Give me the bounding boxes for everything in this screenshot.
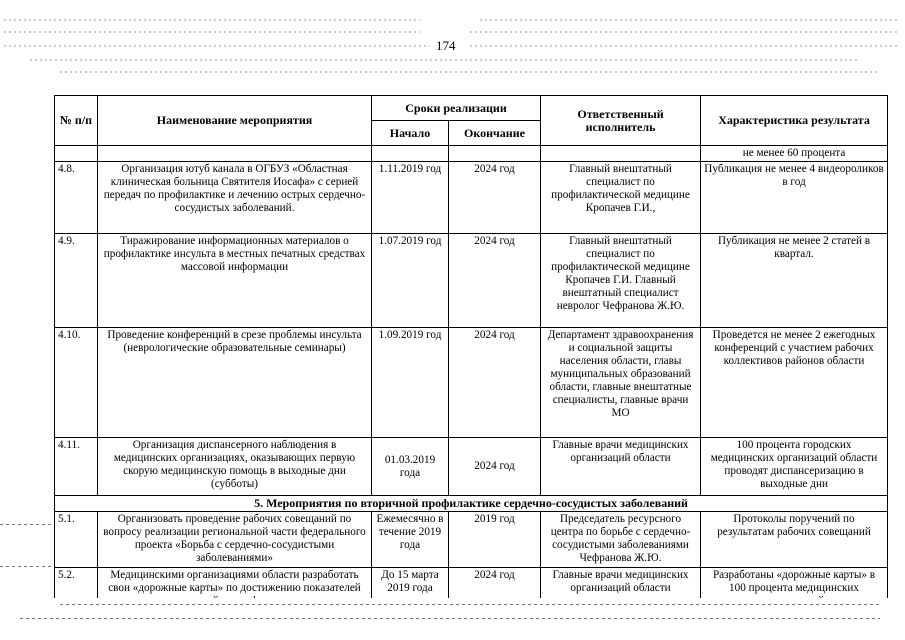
row-responsible: Департамент здравоохранения и социальной защиты населения области, главы муниципальных образований области, главные внештатные специалисты, главные врачи МО <box>541 328 701 438</box>
row-start: 1.11.2019 год <box>372 162 449 234</box>
row-name: Тиражирование информационных материалов о профилактике инсульта в местных печатных средствах массовой информации <box>98 234 372 328</box>
row-end: 2024 год <box>449 162 541 234</box>
row-responsible: Главные врачи медицинских организаций области <box>541 438 701 496</box>
row-start: 1.07.2019 год <box>372 234 449 328</box>
row-end: 2024 год <box>449 328 541 438</box>
col-header-result: Характеристика результата <box>701 96 888 146</box>
row-end: 2024 год <box>449 234 541 328</box>
row-number: 4.11. <box>55 438 98 496</box>
row-result: Публикация не менее 2 статей в квартал. <box>701 234 888 328</box>
row-result: Проведется не менее 2 ежегодных конференций с участием рабочих коллективов районов области <box>701 328 888 438</box>
row-responsible: Главные врачи медицинских организаций области <box>541 568 701 612</box>
row-name: Организация ютуб канала в ОГБУЗ «Областная клиническая больница Святителя Иосафа» с серией передач по профилактике и лечению острых сердечно-сосудистых заболеваний. <box>98 162 372 234</box>
row-number: 5.2. <box>55 568 98 612</box>
carry-over-result: не менее 60 процента <box>701 146 888 162</box>
row-responsible: Председатель ресурсного центра по борьбе с сердечно-сосудистыми заболеваниями Чефранова Ж.Ю. <box>541 512 701 568</box>
row-name: Медицинскими организациями области разработать свои «дорожные карты» по достижению показателей <box>98 568 372 612</box>
row-number: 4.8. <box>55 162 98 234</box>
row-number: 4.9. <box>55 234 98 328</box>
row-result: 100 процента городских медицинских организаций области проводят диспансеризацию в выходные дни <box>701 438 888 496</box>
row-result: Разработаны «дорожные карты» в 100 процента медицинских <box>701 568 888 612</box>
row-name: Организация диспансерного наблюдения в медицинских организациях, оказывающих первую скорую медицинскую помощь в выходные дни (субботы) <box>98 438 372 496</box>
section-heading <box>55 496 888 512</box>
table-row <box>55 234 888 328</box>
row-name: Организовать проведение рабочих совещаний по вопросу реализации региональной части федерального проекта «Борьба с сердечно-сосудистыми заболеваниями» <box>98 512 372 568</box>
table-row <box>55 162 888 234</box>
row-name: Проведение конференций в срезе проблемы инсульта (неврологические образовательные семинары) <box>98 328 372 438</box>
row-number: 5.1. <box>55 512 98 568</box>
row-result: Протоколы поручений по результатам рабочих совещаний <box>701 512 888 568</box>
table-row <box>55 438 888 496</box>
scan-artifact-line <box>0 524 54 525</box>
row-end: 2019 год <box>449 512 541 568</box>
page-number: 174 <box>436 38 456 53</box>
row-number: 4.10. <box>55 328 98 438</box>
table-row <box>55 328 888 438</box>
row-start: Ежемесячно в течение 2019 года <box>372 512 449 568</box>
col-header-number: № п/п <box>55 96 98 146</box>
col-header-responsible: Ответственный исполнитель <box>541 96 701 146</box>
row-start: 1.09.2019 год <box>372 328 449 438</box>
section-title: Мероприятия по вторичной профилактике сердечно-сосудистых заболеваний <box>266 496 688 510</box>
section-row <box>55 496 888 512</box>
col-header-end: Окончание <box>449 121 541 146</box>
row-start: 01.03.2019 года <box>372 438 449 496</box>
col-header-terms: Сроки реализации <box>372 96 541 121</box>
col-header-name: Наименование мероприятия <box>98 96 372 146</box>
row-responsible: Главный внештатный специалист по профилактической медицине Кропачев Г.И., <box>541 162 701 234</box>
row-end: 2024 год <box>449 568 541 612</box>
section-number: 5. <box>254 496 264 510</box>
scan-artifact-line <box>0 566 54 567</box>
events-table <box>54 95 888 612</box>
row-start: До 15 марта 2019 года <box>372 568 449 612</box>
table-header-row <box>55 96 888 121</box>
table-row <box>55 512 888 568</box>
row-responsible: Главный внештатный специалист по профилактической медицине Кропачев Г.И. Главный внештатный специалист невролог Чефранова Ж.Ю. <box>541 234 701 328</box>
row-end: 2024 год <box>449 438 541 496</box>
scan-artifact-line <box>60 604 880 605</box>
scan-artifact-line <box>20 618 880 619</box>
row-result: Публикация не менее 4 видеороликов в год <box>701 162 888 234</box>
carry-over-row <box>55 146 888 162</box>
col-header-start: Начало <box>372 121 449 146</box>
